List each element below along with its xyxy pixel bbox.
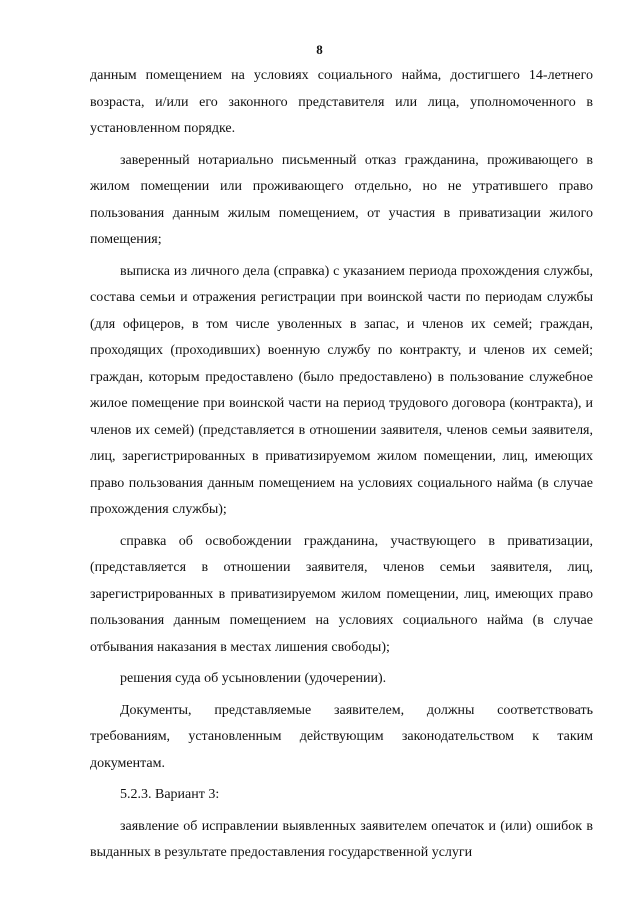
document-body bbox=[90, 63, 593, 867]
paragraph-correction-application: заявление об исправлении выявленных заявителем опечаток и (или) ошибок в выданных в результате предоставления государственной услуги bbox=[90, 818, 593, 860]
paragraph-release-certificate: справка об освобождении гражданина, участвующего в приватизации, (представляется в отношении заявителя, членов семьи заявителя, лиц, зарегистрированных в приватизируемом жилом помещении, лиц, имеющих право пользования данным помещением на условиях социального найма (в случае отбывания наказания в местах лишения свободы); bbox=[90, 533, 593, 655]
paragraph-adoption-court-decision: решения суда об усыновлении (удочерении). bbox=[120, 671, 387, 686]
paragraph-continuation: данным помещением на условиях социального найма, достигшего 14-летнего возраста, и/или его законного представителя или лица, уполномоченного в установленном порядке. bbox=[90, 68, 593, 136]
paragraph-service-record-extract: выписка из личного дела (справка) с указанием периода прохождения службы, состава семьи и отражения регистрации при воинской части по периодам службы (для офицеров, в том числе уволенных в запас, и членов их семей; граждан, проходящих (проходивших) военную службу по контракту, и членов их семей; граждан, которым предоставлено (было предоставлено) в пользование служебное жилое помещение при воинской части на период трудового договора (контракта), и членов их семей) (представляется в отношении заявителя, членов семьи заявителя, лиц, зарегистрированных в приватизируемом жилом помещении, лиц, имеющих право пользования данным помещением на условиях социального найма (в случае прохождения службы); bbox=[90, 263, 593, 517]
page-number: 8 bbox=[316, 42, 323, 57]
section-heading-variant-3: 5.2.3. Вариант 3: bbox=[120, 787, 220, 802]
paragraph-refusal-notarized: заверенный нотариально письменный отказ гражданина, проживающего в жилом помещении или проживающего отдельно, но не утратившего право пользования данным жилым помещением, от участия в приватизации жилого помещения; bbox=[90, 152, 593, 247]
paragraph-documents-requirements: Документы, представляемые заявителем, должны соответствовать требованиям, установленным действующим законодательством к таким документам. bbox=[90, 702, 593, 771]
